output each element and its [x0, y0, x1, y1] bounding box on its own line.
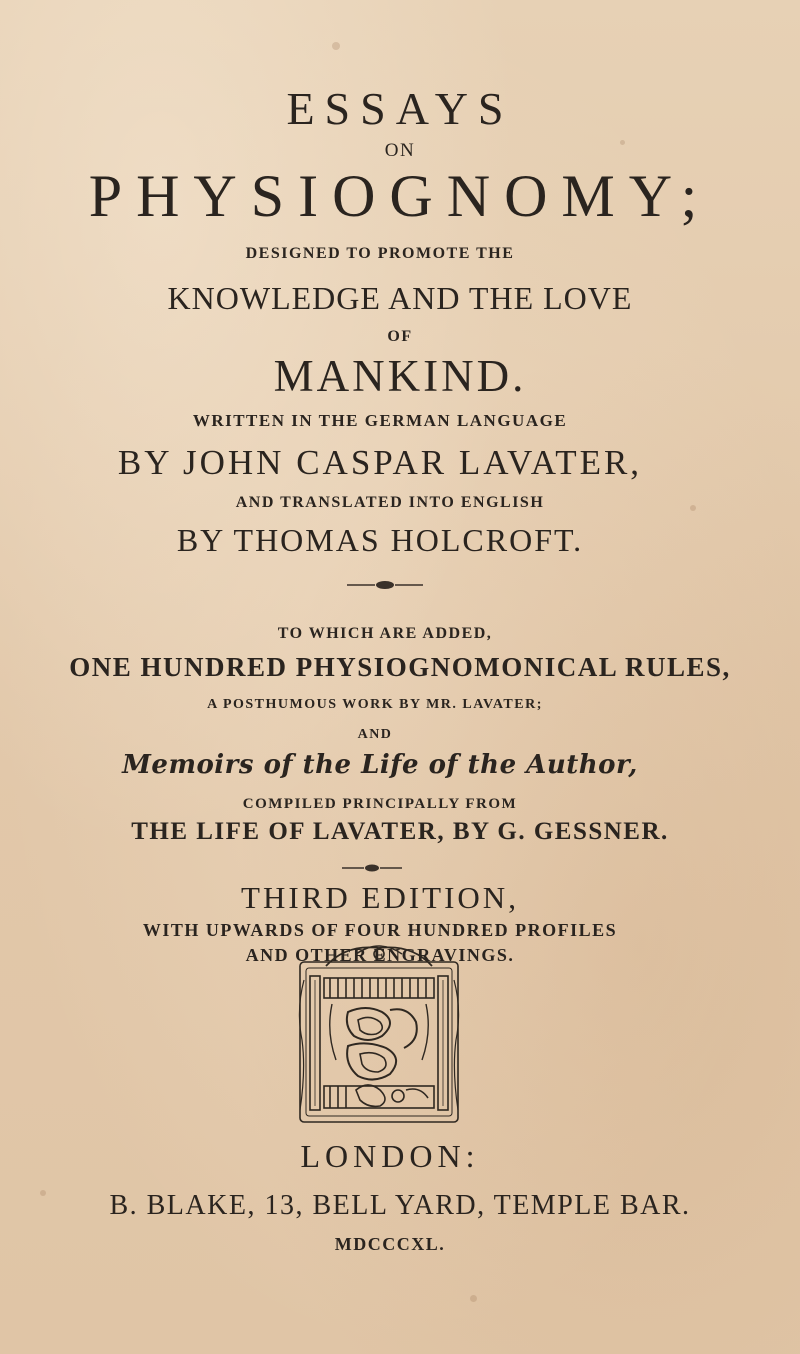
- line-publisher: B. BLAKE, 13, BELL YARD, TEMPLE BAR.: [109, 1190, 691, 1221]
- line-other-engravings: AND OTHER ENGRAVINGS.: [245, 945, 515, 965]
- line-with-upwards: WITH UPWARDS OF FOUR HUNDRED PROFILES: [142, 920, 618, 940]
- line-memoirs: Memoirs of the Life of the Author,: [122, 750, 638, 780]
- line-one-hundred: ONE HUNDRED PHYSIOGNOMONICAL RULES,: [69, 652, 731, 682]
- line-life-of-lavater: THE LIFE OF LAVATER, BY G. GESSNER.: [131, 818, 669, 845]
- line-by-holcroft: BY THOMAS HOLCROFT.: [176, 522, 584, 558]
- line-third-edition: THIRD EDITION,: [241, 880, 519, 915]
- paper-spot: [470, 1295, 477, 1302]
- line-written: WRITTEN IN THE GERMAN LANGUAGE: [192, 411, 568, 430]
- heading-mankind: MANKIND.: [273, 351, 527, 401]
- line-knowledge-love: KNOWLEDGE AND THE LOVE: [167, 280, 633, 316]
- heading-physiognomy: PHYSIOGNOMY;: [88, 163, 712, 229]
- line-of: OF: [387, 328, 413, 345]
- line-posthumous: A POSTHUMOUS WORK BY MR. LAVATER;: [207, 697, 543, 712]
- line-year: MDCCCXL.: [334, 1234, 446, 1254]
- heading-on: ON: [384, 140, 416, 161]
- ornamental-rule-icon: [345, 578, 425, 592]
- line-designed: DESIGNED TO PROMOTE THE: [245, 245, 515, 262]
- line-and: AND: [357, 727, 393, 742]
- ornamental-rule-icon: [340, 862, 404, 874]
- paper-spot: [332, 42, 340, 50]
- heading-essays: ESSAYS: [286, 83, 514, 134]
- line-london: LONDON:: [300, 1138, 480, 1174]
- line-by-lavater: BY JOHN CASPAR LAVATER,: [117, 443, 643, 482]
- line-to-which: TO WHICH ARE ADDED,: [277, 625, 493, 642]
- line-translated: AND TRANSLATED INTO ENGLISH: [235, 494, 545, 511]
- printers-ornament-icon: [286, 940, 472, 1130]
- line-compiled: COMPILED PRINCIPALLY FROM: [242, 796, 518, 812]
